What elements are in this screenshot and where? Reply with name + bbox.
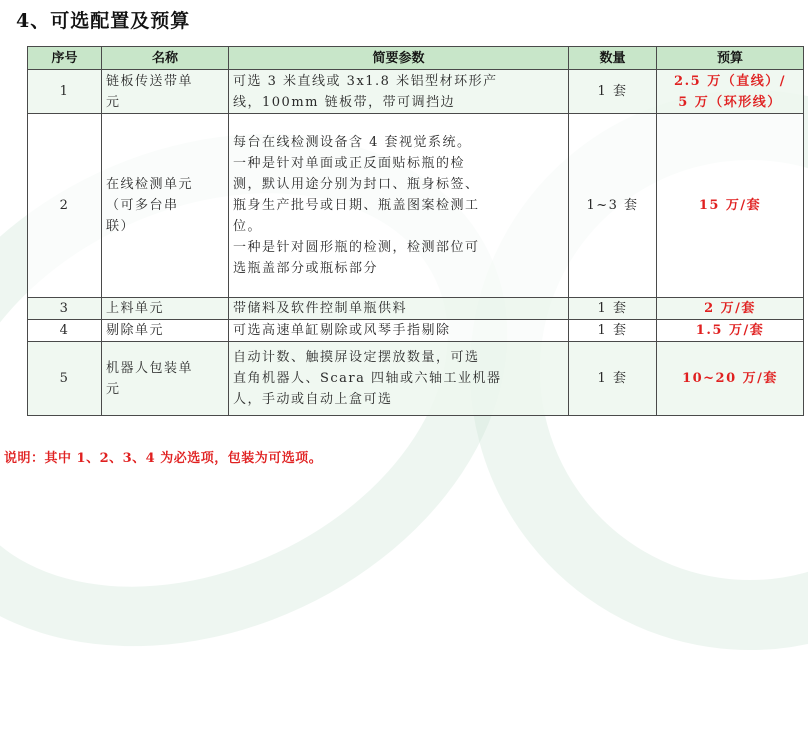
header-qty: 数量 xyxy=(569,47,657,70)
name-line: （可多台串 xyxy=(106,198,179,213)
table-row xyxy=(28,70,804,114)
table-header-row xyxy=(28,47,804,70)
cell-budget xyxy=(657,342,804,416)
section-heading: 4、可选配置及预算 xyxy=(16,10,191,32)
table-row xyxy=(28,320,804,342)
param-line: 位。 xyxy=(233,219,263,234)
header-name: 名称 xyxy=(102,47,229,70)
budget-line: 10~20 万/套 xyxy=(682,371,778,386)
cell-name xyxy=(102,114,229,298)
param-line: 瓶身生产批号或日期、瓶盖图案检测工 xyxy=(233,198,480,213)
budget-line: 15 万/套 xyxy=(698,198,762,213)
name-line: 剔除单元 xyxy=(106,323,165,338)
name-line: 机器人包装单 xyxy=(106,360,194,376)
param-line: 带储料及软件控制单瓶供料 xyxy=(233,301,408,316)
param-line: 测，默认用途分别为封口、瓶身标签、 xyxy=(233,177,480,192)
param-line: 直角机器人、Scara 四轴或六轴工业机器 xyxy=(233,371,502,386)
cell-params xyxy=(229,342,569,416)
header-budget: 预算 xyxy=(657,47,804,70)
param-line: 每台在线检测设备含 4 套视觉系统。 xyxy=(233,135,472,150)
header-seq: 序号 xyxy=(28,47,102,70)
cell-params xyxy=(229,114,569,298)
cell-budget xyxy=(657,298,804,320)
header-params: 简要参数 xyxy=(229,47,569,70)
cell-qty: 1~3 套 xyxy=(569,114,657,298)
budget-line: 5 万（环形线） xyxy=(678,94,782,110)
name-line: 元 xyxy=(106,381,121,397)
param-line: 选瓶盖部分或瓶标部分 xyxy=(233,261,379,276)
param-line: 一种是针对单面或正反面贴标瓶的检 xyxy=(233,156,466,171)
param-line: 自动计数、触摸屏设定摆放数量，可选 xyxy=(233,350,480,365)
param-line: 可选高速单缸剔除或风琴手指剔除 xyxy=(233,323,451,338)
cell-name xyxy=(102,320,229,342)
name-line: 元 xyxy=(106,94,121,110)
cell-seq: 5 xyxy=(28,342,102,416)
config-budget-table xyxy=(27,46,804,416)
cell-seq: 3 xyxy=(28,298,102,320)
cell-name xyxy=(102,70,229,114)
budget-line: 1.5 万/套 xyxy=(695,323,765,338)
cell-budget xyxy=(657,70,804,114)
cell-seq: 1 xyxy=(28,70,102,114)
cell-params xyxy=(229,298,569,320)
footnote: 说明：其中 1、2、3、4 为必选项，包装为可选项。 xyxy=(4,451,323,466)
param-line: 一种是针对圆形瓶的检测，检测部位可 xyxy=(233,240,480,255)
cell-seq: 2 xyxy=(28,114,102,298)
cell-name xyxy=(102,342,229,416)
cell-name xyxy=(102,298,229,320)
cell-qty: 1 套 xyxy=(569,320,657,342)
table-row xyxy=(28,114,804,298)
name-line: 在线检测单元 xyxy=(106,177,194,192)
budget-line: 2.5 万（直线）/ xyxy=(674,73,786,89)
name-line: 联） xyxy=(106,219,136,234)
cell-params xyxy=(229,320,569,342)
name-line: 链板传送带单 xyxy=(106,73,194,89)
name-line: 上料单元 xyxy=(106,301,165,316)
param-line: 线，100mm 链板带，带可调挡边 xyxy=(233,94,456,110)
cell-params xyxy=(229,70,569,114)
cell-qty: 1 套 xyxy=(569,342,657,416)
cell-budget xyxy=(657,114,804,298)
cell-budget xyxy=(657,320,804,342)
cell-seq: 4 xyxy=(28,320,102,342)
cell-qty: 1 套 xyxy=(569,70,657,114)
table-row xyxy=(28,298,804,320)
param-line: 人，手动或自动上盒可选 xyxy=(233,392,393,407)
table-row xyxy=(28,342,804,416)
cell-qty: 1 套 xyxy=(569,298,657,320)
budget-line: 2 万/套 xyxy=(704,301,756,316)
param-line: 可选 3 米直线或 3x1.8 米铝型材环形产 xyxy=(233,73,498,89)
